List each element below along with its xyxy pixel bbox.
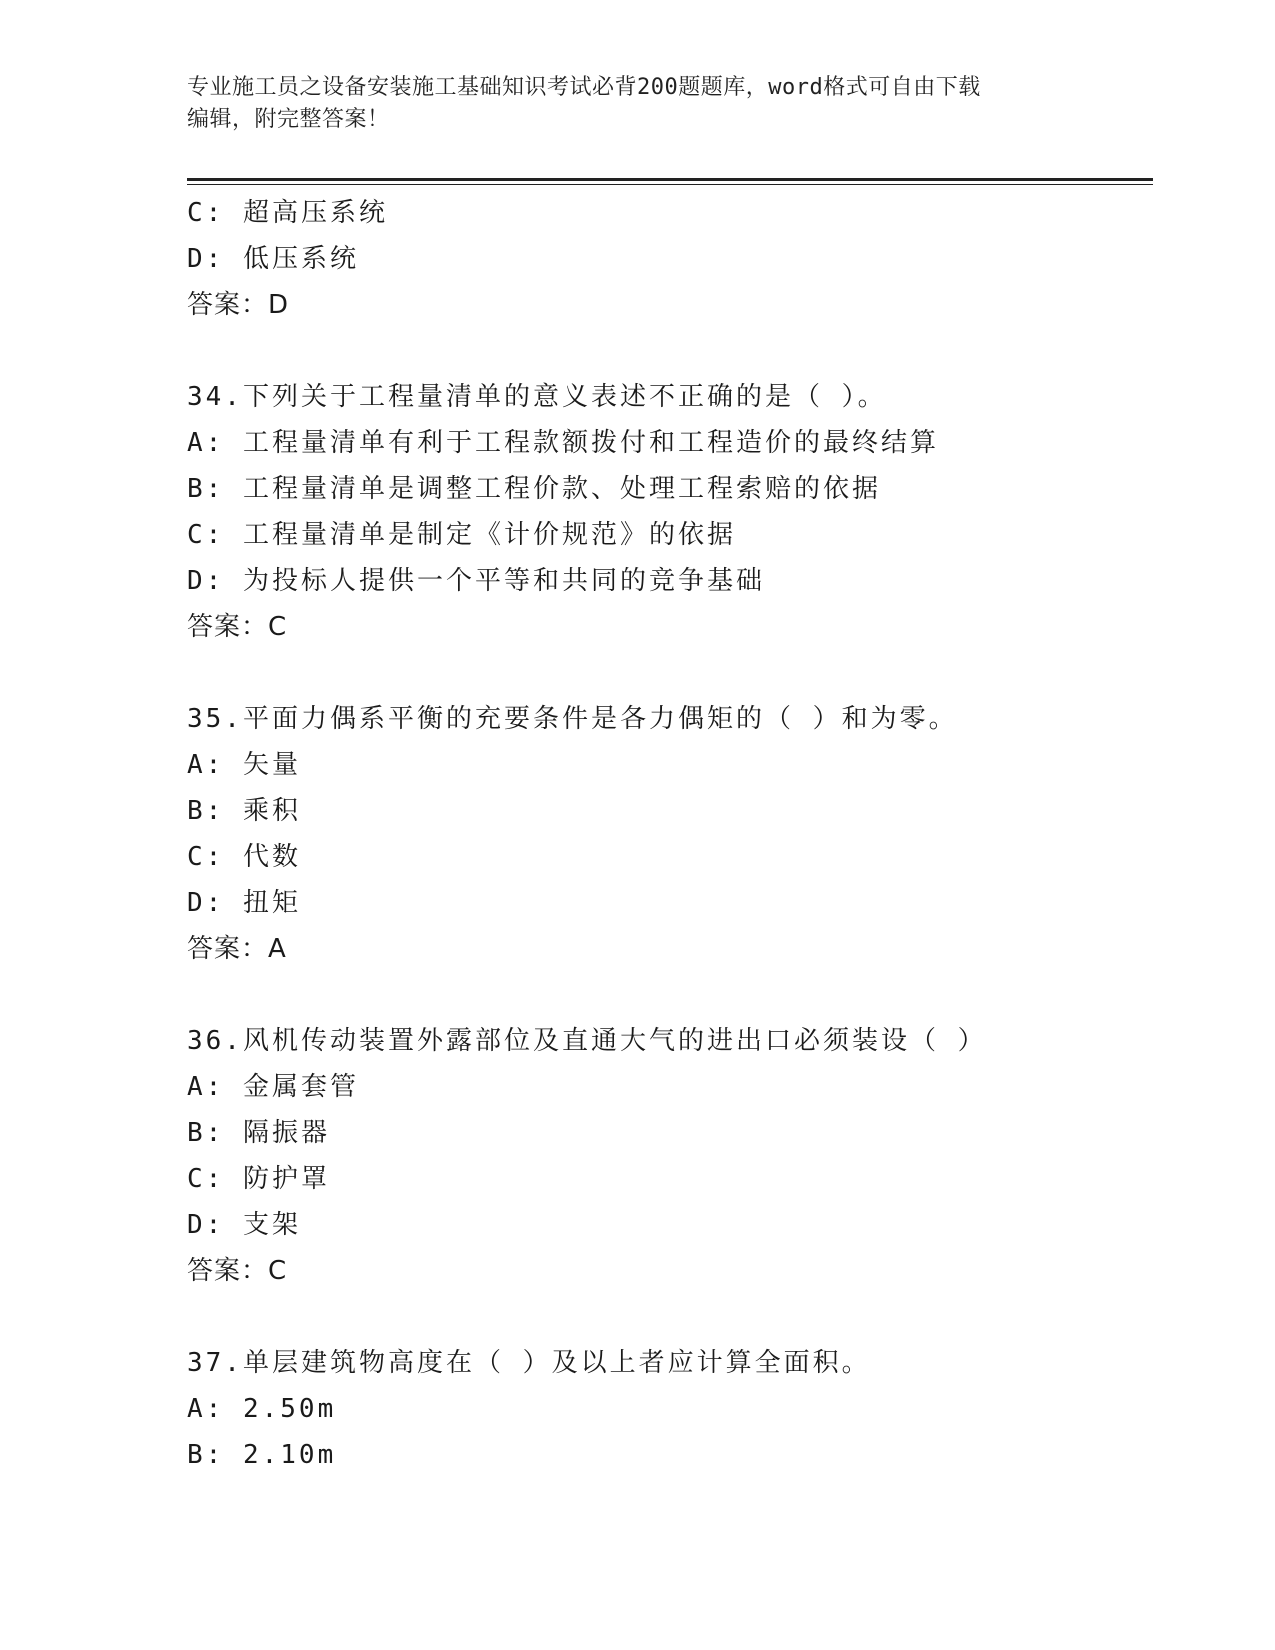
option-a: A: 2.50m: [187, 1394, 337, 1424]
answer-line: 答案：D: [187, 290, 290, 320]
question-34: [187, 374, 1147, 650]
document-header: [187, 72, 1087, 136]
question-stem: 34.下列关于工程量清单的意义表述不正确的是（ ）。: [187, 382, 887, 412]
question-35: [187, 696, 1147, 972]
spacer: [187, 972, 1147, 1018]
option-a: A: 矢量: [187, 750, 301, 780]
option-b: B: 乘积: [187, 796, 301, 826]
answer-line: 答案：A: [187, 934, 287, 964]
question-stem: 37.单层建筑物高度在（ ）及以上者应计算全面积。: [187, 1348, 871, 1378]
answer-line: 答案：C: [187, 1256, 288, 1286]
option-d: D: 扭矩: [187, 888, 301, 918]
question-stem: 35.平面力偶系平衡的充要条件是各力偶矩的（ ）和为零。: [187, 704, 958, 734]
header-line-2: 编辑，附完整答案！: [187, 107, 390, 132]
question-36: [187, 1018, 1147, 1294]
option-d: D: 低压系统: [187, 244, 359, 274]
option-c: C: 代数: [187, 842, 301, 872]
header-divider-thin: [187, 184, 1153, 185]
spacer: [187, 328, 1147, 374]
option-b: B: 隔振器: [187, 1118, 330, 1148]
option-d: D: 为投标人提供一个平等和共同的竞争基础: [187, 566, 765, 596]
option-c: C: 超高压系统: [187, 198, 388, 228]
option-b: B: 2.10m: [187, 1440, 337, 1470]
question-37: [187, 1340, 1147, 1478]
option-b: B: 工程量清单是调整工程价款、处理工程索赔的依据: [187, 474, 881, 504]
spacer: [187, 1294, 1147, 1340]
carryover-block: [187, 190, 1147, 328]
header-divider-thick: [187, 178, 1153, 181]
header-line-1: 专业施工员之设备安装施工基础知识考试必背200题题库，word格式可自由下载: [187, 75, 981, 100]
option-a: A: 金属套管: [187, 1072, 359, 1102]
question-stem: 36.风机传动装置外露部位及直通大气的进出口必须装设（ ）: [187, 1026, 987, 1056]
answer-line: 答案：C: [187, 612, 288, 642]
option-c: C: 工程量清单是制定《计价规范》的依据: [187, 520, 736, 550]
question-list: [187, 190, 1147, 1478]
option-d: D: 支架: [187, 1210, 301, 1240]
option-a: A: 工程量清单有利于工程款额拨付和工程造价的最终结算: [187, 428, 939, 458]
spacer: [187, 650, 1147, 696]
option-c: C: 防护罩: [187, 1164, 330, 1194]
